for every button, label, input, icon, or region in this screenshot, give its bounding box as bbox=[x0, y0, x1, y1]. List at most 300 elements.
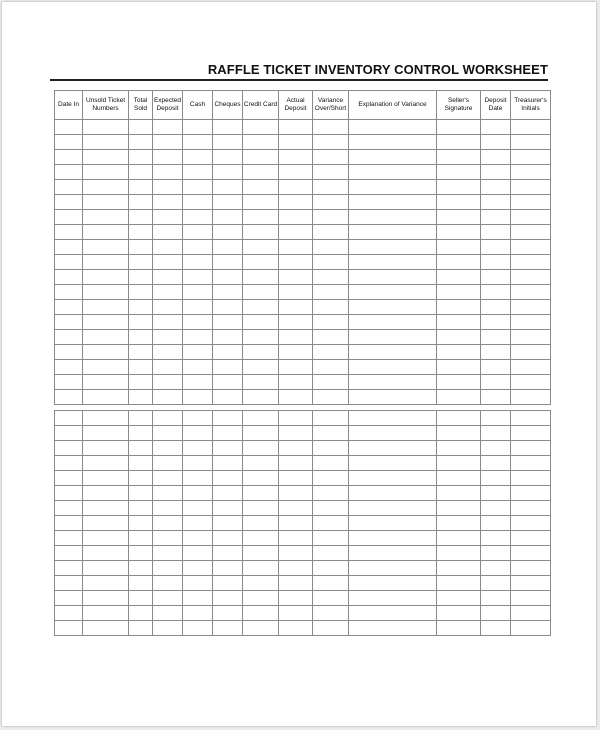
table-cell[interactable] bbox=[153, 315, 183, 330]
table-cell[interactable] bbox=[183, 345, 213, 360]
table-cell[interactable] bbox=[243, 426, 279, 441]
table-cell[interactable] bbox=[55, 546, 83, 561]
table-cell[interactable] bbox=[313, 516, 349, 531]
table-cell[interactable] bbox=[243, 285, 279, 300]
table-cell[interactable] bbox=[153, 411, 183, 426]
table-cell[interactable] bbox=[129, 360, 153, 375]
table-cell[interactable] bbox=[313, 360, 349, 375]
table-cell[interactable] bbox=[243, 135, 279, 150]
table-cell[interactable] bbox=[313, 591, 349, 606]
table-cell[interactable] bbox=[481, 345, 511, 360]
table-cell[interactable] bbox=[279, 411, 313, 426]
table-cell[interactable] bbox=[349, 135, 437, 150]
table-cell[interactable] bbox=[153, 300, 183, 315]
table-cell[interactable] bbox=[279, 255, 313, 270]
table-cell[interactable] bbox=[153, 390, 183, 405]
table-cell[interactable] bbox=[213, 501, 243, 516]
table-cell[interactable] bbox=[83, 426, 129, 441]
table-cell[interactable] bbox=[313, 546, 349, 561]
table-cell[interactable] bbox=[153, 606, 183, 621]
table-cell[interactable] bbox=[279, 390, 313, 405]
table-cell[interactable] bbox=[55, 411, 83, 426]
table-cell[interactable] bbox=[183, 606, 213, 621]
table-cell[interactable] bbox=[511, 591, 551, 606]
table-cell[interactable] bbox=[243, 210, 279, 225]
table-cell[interactable] bbox=[213, 591, 243, 606]
table-cell[interactable] bbox=[213, 300, 243, 315]
table-cell[interactable] bbox=[213, 606, 243, 621]
table-cell[interactable] bbox=[437, 285, 481, 300]
table-cell[interactable] bbox=[481, 375, 511, 390]
table-cell[interactable] bbox=[213, 180, 243, 195]
table-cell[interactable] bbox=[83, 516, 129, 531]
table-cell[interactable] bbox=[437, 546, 481, 561]
table-cell[interactable] bbox=[129, 135, 153, 150]
table-cell[interactable] bbox=[349, 516, 437, 531]
table-cell[interactable] bbox=[313, 285, 349, 300]
table-cell[interactable] bbox=[83, 531, 129, 546]
table-cell[interactable] bbox=[213, 471, 243, 486]
table-cell[interactable] bbox=[183, 300, 213, 315]
table-cell[interactable] bbox=[481, 606, 511, 621]
table-cell[interactable] bbox=[481, 546, 511, 561]
table-cell[interactable] bbox=[213, 441, 243, 456]
table-cell[interactable] bbox=[349, 315, 437, 330]
table-cell[interactable] bbox=[481, 270, 511, 285]
table-cell[interactable] bbox=[481, 426, 511, 441]
table-cell[interactable] bbox=[243, 576, 279, 591]
table-cell[interactable] bbox=[153, 135, 183, 150]
table-cell[interactable] bbox=[437, 576, 481, 591]
table-cell[interactable] bbox=[511, 210, 551, 225]
table-cell[interactable] bbox=[55, 561, 83, 576]
table-cell[interactable] bbox=[279, 546, 313, 561]
table-cell[interactable] bbox=[313, 210, 349, 225]
table-cell[interactable] bbox=[183, 225, 213, 240]
table-cell[interactable] bbox=[243, 315, 279, 330]
table-cell[interactable] bbox=[83, 456, 129, 471]
table-cell[interactable] bbox=[183, 411, 213, 426]
table-cell[interactable] bbox=[349, 210, 437, 225]
table-cell[interactable] bbox=[83, 330, 129, 345]
table-cell[interactable] bbox=[437, 591, 481, 606]
table-cell[interactable] bbox=[511, 441, 551, 456]
table-cell[interactable] bbox=[55, 606, 83, 621]
table-cell[interactable] bbox=[213, 165, 243, 180]
table-cell[interactable] bbox=[129, 501, 153, 516]
table-cell[interactable] bbox=[481, 621, 511, 636]
table-cell[interactable] bbox=[153, 501, 183, 516]
table-cell[interactable] bbox=[481, 441, 511, 456]
table-cell[interactable] bbox=[129, 456, 153, 471]
table-cell[interactable] bbox=[83, 165, 129, 180]
table-cell[interactable] bbox=[153, 360, 183, 375]
table-cell[interactable] bbox=[55, 240, 83, 255]
table-cell[interactable] bbox=[213, 225, 243, 240]
table-cell[interactable] bbox=[481, 135, 511, 150]
table-cell[interactable] bbox=[83, 120, 129, 135]
table-cell[interactable] bbox=[55, 471, 83, 486]
table-cell[interactable] bbox=[511, 120, 551, 135]
table-cell[interactable] bbox=[313, 456, 349, 471]
table-cell[interactable] bbox=[511, 456, 551, 471]
table-cell[interactable] bbox=[183, 441, 213, 456]
table-cell[interactable] bbox=[243, 375, 279, 390]
table-cell[interactable] bbox=[213, 621, 243, 636]
table-cell[interactable] bbox=[213, 315, 243, 330]
table-cell[interactable] bbox=[55, 516, 83, 531]
table-cell[interactable] bbox=[437, 345, 481, 360]
table-cell[interactable] bbox=[213, 426, 243, 441]
table-cell[interactable] bbox=[279, 486, 313, 501]
table-cell[interactable] bbox=[511, 180, 551, 195]
table-cell[interactable] bbox=[183, 456, 213, 471]
table-cell[interactable] bbox=[129, 426, 153, 441]
table-cell[interactable] bbox=[437, 426, 481, 441]
table-cell[interactable] bbox=[313, 411, 349, 426]
table-cell[interactable] bbox=[129, 270, 153, 285]
table-cell[interactable] bbox=[279, 315, 313, 330]
table-cell[interactable] bbox=[183, 195, 213, 210]
table-cell[interactable] bbox=[55, 375, 83, 390]
table-cell[interactable] bbox=[183, 561, 213, 576]
table-cell[interactable] bbox=[213, 240, 243, 255]
table-cell[interactable] bbox=[437, 195, 481, 210]
table-cell[interactable] bbox=[279, 531, 313, 546]
table-cell[interactable] bbox=[481, 516, 511, 531]
table-cell[interactable] bbox=[349, 426, 437, 441]
table-cell[interactable] bbox=[279, 285, 313, 300]
table-cell[interactable] bbox=[129, 546, 153, 561]
table-cell[interactable] bbox=[349, 225, 437, 240]
table-cell[interactable] bbox=[129, 441, 153, 456]
table-cell[interactable] bbox=[213, 561, 243, 576]
table-cell[interactable] bbox=[55, 531, 83, 546]
table-cell[interactable] bbox=[129, 606, 153, 621]
table-cell[interactable] bbox=[83, 411, 129, 426]
table-cell[interactable] bbox=[511, 621, 551, 636]
table-cell[interactable] bbox=[183, 165, 213, 180]
table-cell[interactable] bbox=[83, 315, 129, 330]
table-cell[interactable] bbox=[129, 516, 153, 531]
table-cell[interactable] bbox=[183, 546, 213, 561]
table-cell[interactable] bbox=[55, 195, 83, 210]
table-cell[interactable] bbox=[153, 375, 183, 390]
table-cell[interactable] bbox=[349, 411, 437, 426]
table-cell[interactable] bbox=[279, 516, 313, 531]
table-cell[interactable] bbox=[313, 390, 349, 405]
table-cell[interactable] bbox=[437, 501, 481, 516]
table-cell[interactable] bbox=[183, 315, 213, 330]
table-cell[interactable] bbox=[481, 120, 511, 135]
table-cell[interactable] bbox=[349, 501, 437, 516]
table-cell[interactable] bbox=[511, 390, 551, 405]
table-cell[interactable] bbox=[481, 165, 511, 180]
table-cell[interactable] bbox=[511, 150, 551, 165]
table-cell[interactable] bbox=[55, 255, 83, 270]
table-cell[interactable] bbox=[83, 621, 129, 636]
table-cell[interactable] bbox=[437, 210, 481, 225]
table-cell[interactable] bbox=[437, 375, 481, 390]
table-cell[interactable] bbox=[129, 531, 153, 546]
table-cell[interactable] bbox=[55, 360, 83, 375]
table-cell[interactable] bbox=[481, 531, 511, 546]
table-cell[interactable] bbox=[153, 426, 183, 441]
table-cell[interactable] bbox=[83, 471, 129, 486]
table-cell[interactable] bbox=[129, 486, 153, 501]
table-cell[interactable] bbox=[153, 210, 183, 225]
table-cell[interactable] bbox=[243, 411, 279, 426]
table-cell[interactable] bbox=[55, 576, 83, 591]
table-cell[interactable] bbox=[511, 546, 551, 561]
table-cell[interactable] bbox=[153, 621, 183, 636]
table-cell[interactable] bbox=[55, 300, 83, 315]
table-cell[interactable] bbox=[511, 255, 551, 270]
table-cell[interactable] bbox=[55, 270, 83, 285]
table-cell[interactable] bbox=[83, 390, 129, 405]
table-cell[interactable] bbox=[153, 345, 183, 360]
table-cell[interactable] bbox=[153, 255, 183, 270]
table-cell[interactable] bbox=[349, 486, 437, 501]
table-cell[interactable] bbox=[213, 255, 243, 270]
table-cell[interactable] bbox=[511, 501, 551, 516]
table-cell[interactable] bbox=[129, 165, 153, 180]
table-cell[interactable] bbox=[279, 240, 313, 255]
table-cell[interactable] bbox=[437, 300, 481, 315]
table-cell[interactable] bbox=[183, 330, 213, 345]
table-cell[interactable] bbox=[153, 471, 183, 486]
table-cell[interactable] bbox=[437, 411, 481, 426]
table-cell[interactable] bbox=[511, 225, 551, 240]
table-cell[interactable] bbox=[511, 561, 551, 576]
table-cell[interactable] bbox=[243, 546, 279, 561]
table-cell[interactable] bbox=[83, 285, 129, 300]
table-cell[interactable] bbox=[481, 180, 511, 195]
table-cell[interactable] bbox=[437, 360, 481, 375]
table-cell[interactable] bbox=[349, 270, 437, 285]
table-cell[interactable] bbox=[55, 225, 83, 240]
table-cell[interactable] bbox=[243, 516, 279, 531]
table-cell[interactable] bbox=[313, 135, 349, 150]
table-cell[interactable] bbox=[243, 621, 279, 636]
table-cell[interactable] bbox=[437, 390, 481, 405]
table-cell[interactable] bbox=[279, 150, 313, 165]
table-cell[interactable] bbox=[437, 165, 481, 180]
table-cell[interactable] bbox=[511, 360, 551, 375]
table-cell[interactable] bbox=[213, 270, 243, 285]
table-cell[interactable] bbox=[279, 576, 313, 591]
table-cell[interactable] bbox=[55, 135, 83, 150]
table-cell[interactable] bbox=[83, 180, 129, 195]
table-cell[interactable] bbox=[213, 576, 243, 591]
table-cell[interactable] bbox=[313, 120, 349, 135]
table-cell[interactable] bbox=[129, 411, 153, 426]
table-cell[interactable] bbox=[83, 486, 129, 501]
table-cell[interactable] bbox=[243, 255, 279, 270]
table-cell[interactable] bbox=[279, 210, 313, 225]
table-cell[interactable] bbox=[279, 441, 313, 456]
table-cell[interactable] bbox=[481, 255, 511, 270]
table-cell[interactable] bbox=[83, 195, 129, 210]
table-cell[interactable] bbox=[437, 330, 481, 345]
table-cell[interactable] bbox=[243, 300, 279, 315]
table-cell[interactable] bbox=[153, 285, 183, 300]
table-cell[interactable] bbox=[349, 606, 437, 621]
table-cell[interactable] bbox=[55, 426, 83, 441]
table-cell[interactable] bbox=[153, 456, 183, 471]
table-cell[interactable] bbox=[437, 441, 481, 456]
table-cell[interactable] bbox=[481, 486, 511, 501]
table-cell[interactable] bbox=[349, 345, 437, 360]
table-cell[interactable] bbox=[313, 426, 349, 441]
table-cell[interactable] bbox=[129, 330, 153, 345]
table-cell[interactable] bbox=[437, 456, 481, 471]
table-cell[interactable] bbox=[349, 441, 437, 456]
table-cell[interactable] bbox=[129, 150, 153, 165]
table-cell[interactable] bbox=[437, 255, 481, 270]
table-cell[interactable] bbox=[129, 285, 153, 300]
table-cell[interactable] bbox=[213, 330, 243, 345]
table-cell[interactable] bbox=[313, 561, 349, 576]
table-cell[interactable] bbox=[183, 426, 213, 441]
table-cell[interactable] bbox=[511, 606, 551, 621]
table-cell[interactable] bbox=[183, 270, 213, 285]
table-cell[interactable] bbox=[129, 300, 153, 315]
table-cell[interactable] bbox=[313, 195, 349, 210]
table-cell[interactable] bbox=[313, 621, 349, 636]
table-cell[interactable] bbox=[481, 390, 511, 405]
table-cell[interactable] bbox=[129, 240, 153, 255]
table-cell[interactable] bbox=[279, 426, 313, 441]
table-cell[interactable] bbox=[213, 360, 243, 375]
table-cell[interactable] bbox=[83, 501, 129, 516]
table-cell[interactable] bbox=[437, 135, 481, 150]
table-cell[interactable] bbox=[313, 180, 349, 195]
table-cell[interactable] bbox=[511, 285, 551, 300]
table-cell[interactable] bbox=[511, 240, 551, 255]
table-cell[interactable] bbox=[153, 591, 183, 606]
table-cell[interactable] bbox=[243, 270, 279, 285]
table-cell[interactable] bbox=[55, 345, 83, 360]
table-cell[interactable] bbox=[55, 441, 83, 456]
table-cell[interactable] bbox=[153, 165, 183, 180]
table-cell[interactable] bbox=[279, 606, 313, 621]
table-cell[interactable] bbox=[437, 561, 481, 576]
table-cell[interactable] bbox=[153, 561, 183, 576]
table-cell[interactable] bbox=[279, 621, 313, 636]
table-cell[interactable] bbox=[243, 471, 279, 486]
table-cell[interactable] bbox=[243, 225, 279, 240]
table-cell[interactable] bbox=[349, 300, 437, 315]
table-cell[interactable] bbox=[511, 471, 551, 486]
table-cell[interactable] bbox=[213, 135, 243, 150]
table-cell[interactable] bbox=[55, 621, 83, 636]
table-cell[interactable] bbox=[129, 180, 153, 195]
table-cell[interactable] bbox=[511, 576, 551, 591]
table-cell[interactable] bbox=[313, 255, 349, 270]
table-cell[interactable] bbox=[349, 330, 437, 345]
table-cell[interactable] bbox=[313, 300, 349, 315]
table-cell[interactable] bbox=[153, 270, 183, 285]
table-cell[interactable] bbox=[437, 621, 481, 636]
table-cell[interactable] bbox=[313, 315, 349, 330]
table-cell[interactable] bbox=[129, 471, 153, 486]
table-cell[interactable] bbox=[55, 591, 83, 606]
table-cell[interactable] bbox=[213, 456, 243, 471]
table-cell[interactable] bbox=[511, 300, 551, 315]
table-cell[interactable] bbox=[129, 621, 153, 636]
table-cell[interactable] bbox=[243, 561, 279, 576]
table-cell[interactable] bbox=[55, 315, 83, 330]
table-cell[interactable] bbox=[437, 180, 481, 195]
table-cell[interactable] bbox=[481, 315, 511, 330]
table-cell[interactable] bbox=[83, 240, 129, 255]
table-cell[interactable] bbox=[511, 315, 551, 330]
table-cell[interactable] bbox=[313, 471, 349, 486]
table-cell[interactable] bbox=[183, 375, 213, 390]
table-cell[interactable] bbox=[153, 180, 183, 195]
table-cell[interactable] bbox=[83, 576, 129, 591]
table-cell[interactable] bbox=[55, 486, 83, 501]
table-cell[interactable] bbox=[279, 225, 313, 240]
table-cell[interactable] bbox=[279, 360, 313, 375]
table-cell[interactable] bbox=[129, 255, 153, 270]
table-cell[interactable] bbox=[129, 390, 153, 405]
table-cell[interactable] bbox=[83, 255, 129, 270]
table-cell[interactable] bbox=[213, 120, 243, 135]
table-cell[interactable] bbox=[153, 330, 183, 345]
table-cell[interactable] bbox=[279, 270, 313, 285]
table-cell[interactable] bbox=[243, 330, 279, 345]
table-cell[interactable] bbox=[279, 135, 313, 150]
table-cell[interactable] bbox=[129, 561, 153, 576]
table-cell[interactable] bbox=[437, 471, 481, 486]
table-cell[interactable] bbox=[511, 345, 551, 360]
table-cell[interactable] bbox=[243, 195, 279, 210]
table-cell[interactable] bbox=[183, 471, 213, 486]
table-cell[interactable] bbox=[153, 240, 183, 255]
table-cell[interactable] bbox=[129, 315, 153, 330]
table-cell[interactable] bbox=[511, 270, 551, 285]
table-cell[interactable] bbox=[511, 165, 551, 180]
table-cell[interactable] bbox=[55, 501, 83, 516]
table-cell[interactable] bbox=[349, 621, 437, 636]
table-cell[interactable] bbox=[83, 345, 129, 360]
table-cell[interactable] bbox=[183, 576, 213, 591]
table-cell[interactable] bbox=[349, 285, 437, 300]
table-cell[interactable] bbox=[511, 486, 551, 501]
table-cell[interactable] bbox=[83, 270, 129, 285]
table-cell[interactable] bbox=[279, 501, 313, 516]
table-cell[interactable] bbox=[349, 150, 437, 165]
table-cell[interactable] bbox=[243, 501, 279, 516]
table-cell[interactable] bbox=[511, 195, 551, 210]
table-cell[interactable] bbox=[213, 531, 243, 546]
table-cell[interactable] bbox=[243, 240, 279, 255]
table-cell[interactable] bbox=[213, 210, 243, 225]
table-cell[interactable] bbox=[481, 240, 511, 255]
table-cell[interactable] bbox=[279, 120, 313, 135]
table-cell[interactable] bbox=[313, 270, 349, 285]
table-cell[interactable] bbox=[279, 471, 313, 486]
table-cell[interactable] bbox=[243, 486, 279, 501]
table-cell[interactable] bbox=[183, 486, 213, 501]
table-cell[interactable] bbox=[55, 456, 83, 471]
table-cell[interactable] bbox=[349, 591, 437, 606]
table-cell[interactable] bbox=[279, 456, 313, 471]
table-cell[interactable] bbox=[129, 225, 153, 240]
table-cell[interactable] bbox=[153, 516, 183, 531]
